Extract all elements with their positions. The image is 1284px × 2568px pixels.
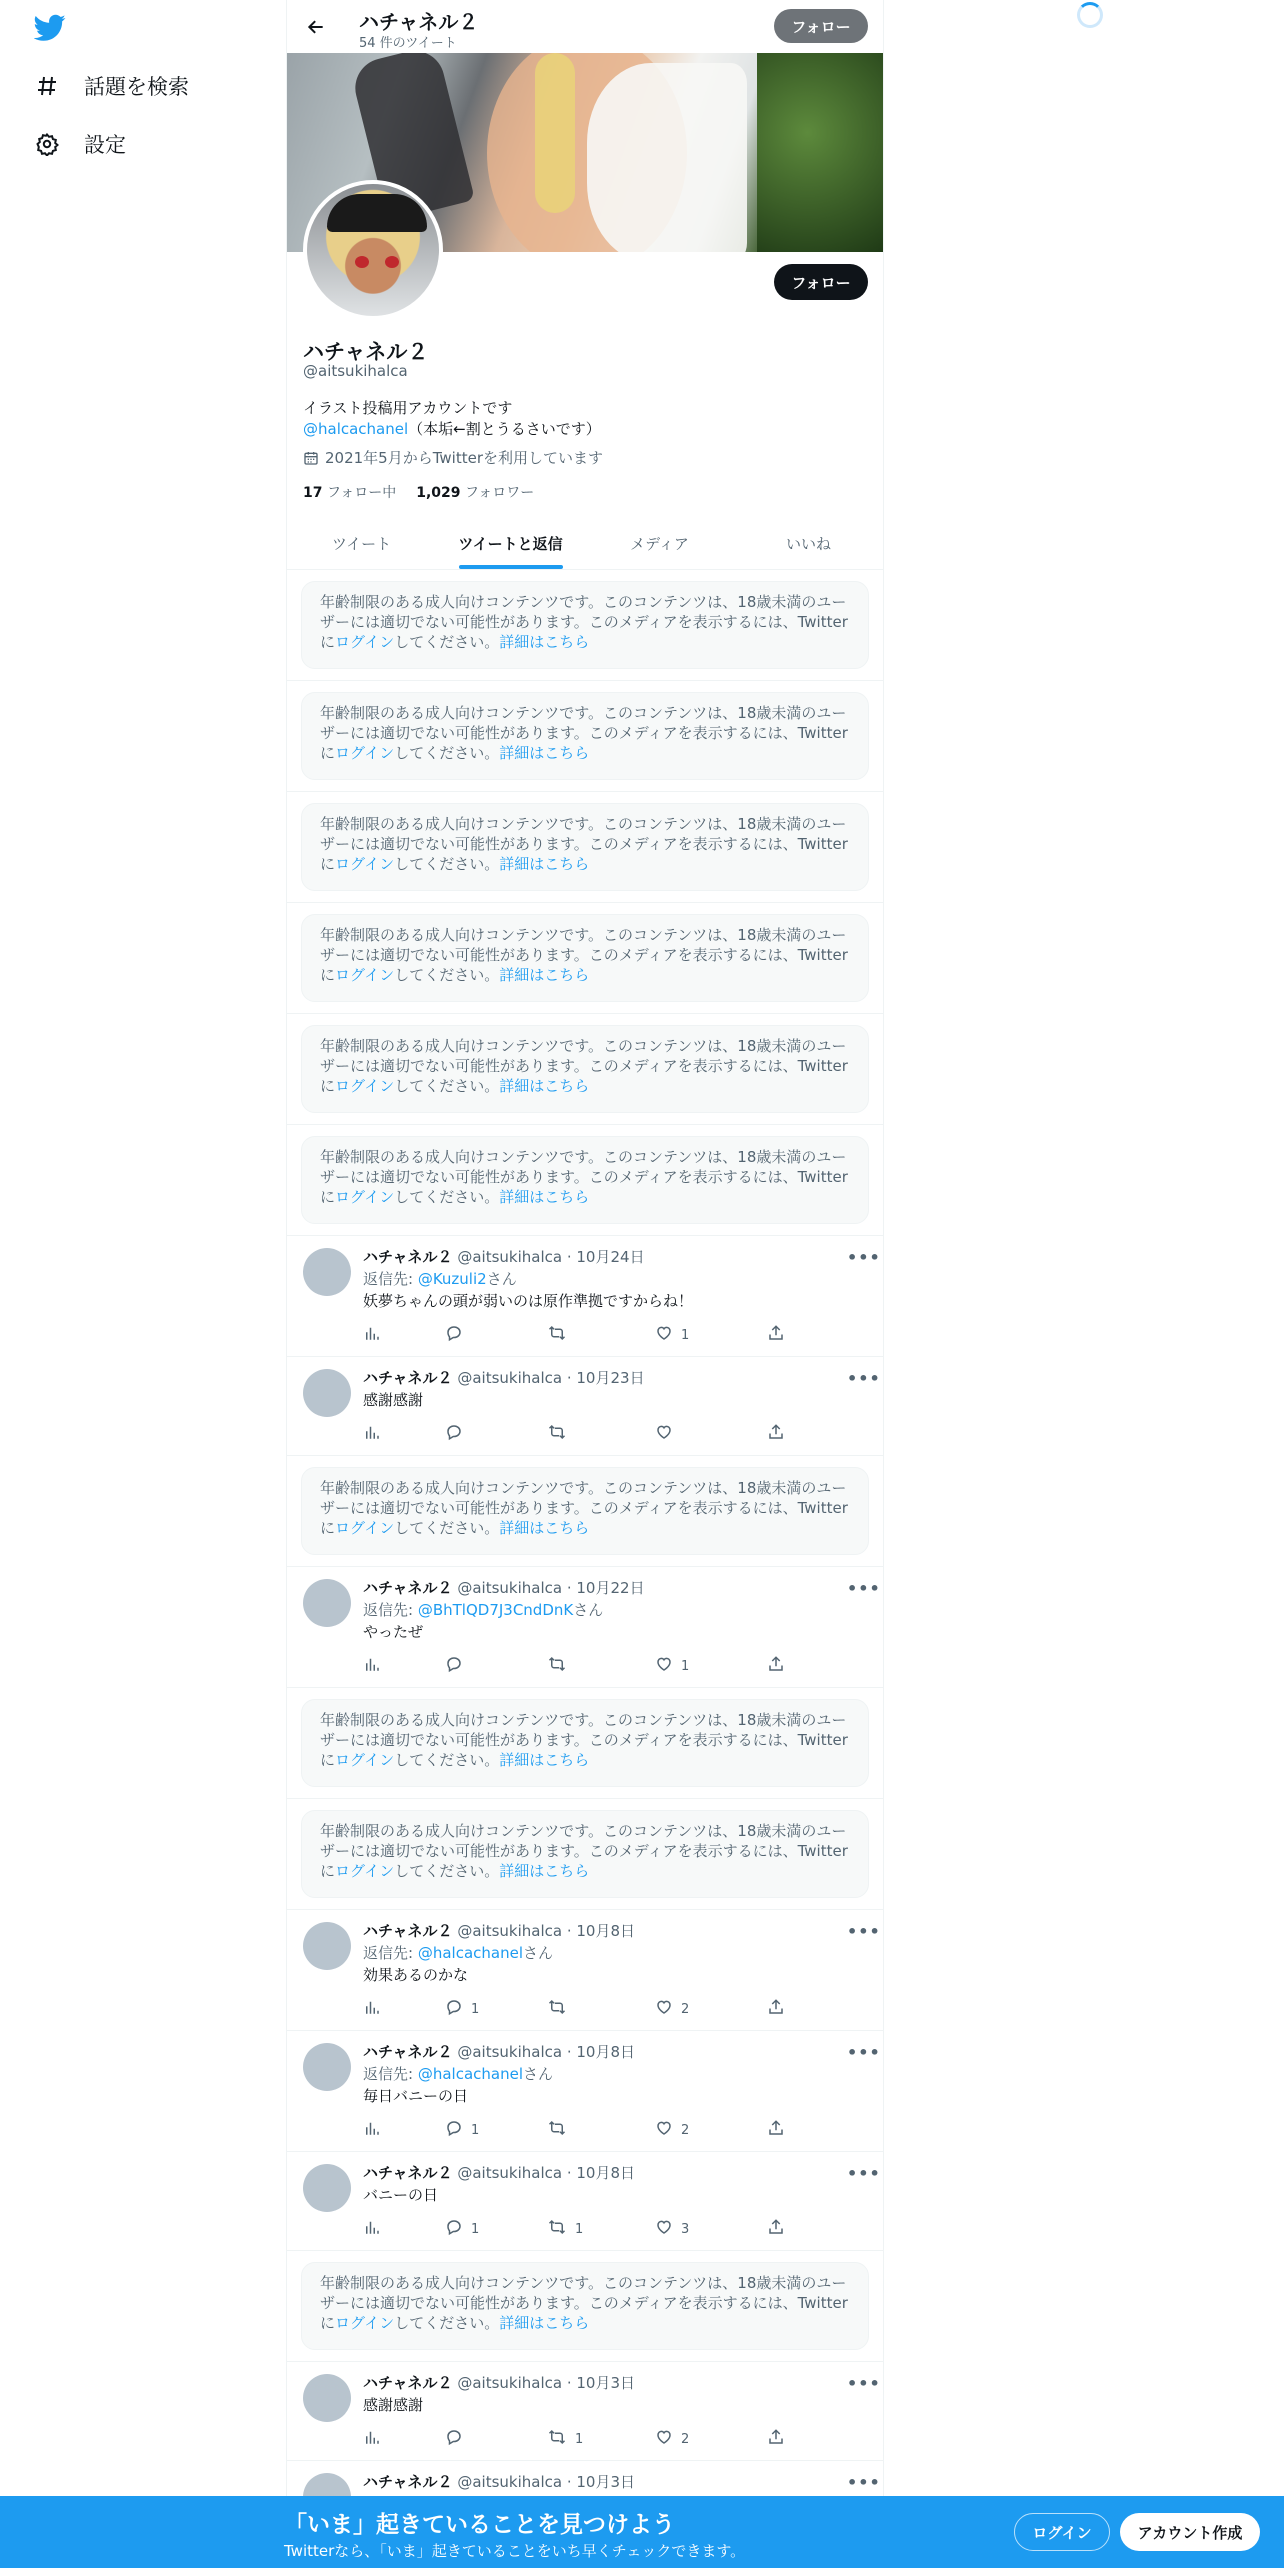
bio-text: （本垢←割とうるさいです） xyxy=(408,420,601,438)
share-icon xyxy=(767,1324,785,1346)
tweet-date[interactable]: 10月8日 xyxy=(576,2164,636,2182)
tweet-avatar[interactable] xyxy=(303,1369,351,1417)
reply-button[interactable] xyxy=(445,2218,479,2240)
tweet-actions xyxy=(363,1423,803,1443)
age-restricted-notice xyxy=(287,1456,883,1567)
tweet[interactable] xyxy=(287,1910,883,2031)
like-button[interactable] xyxy=(655,2428,689,2450)
hashtag-icon xyxy=(34,73,60,99)
profile-tabs xyxy=(287,517,883,570)
tweet-actions xyxy=(363,2119,803,2139)
warning-text: 年齢制限のある成人向けコンテンツです。このコンテンツは、18歳未満のユー xyxy=(320,1037,847,1055)
retweet-button[interactable] xyxy=(547,1655,575,1677)
reply-icon xyxy=(445,1655,463,1677)
tweet-actions xyxy=(363,1998,803,2018)
tweet-author-name[interactable]: ハチャネル２ xyxy=(363,2473,453,2491)
header-tweet-count: 54 件のツイート xyxy=(359,36,457,51)
heart-icon xyxy=(655,1655,673,1677)
tweet-text: バニーの日 xyxy=(363,2186,439,2204)
login-button[interactable]: ログイン xyxy=(1014,2513,1110,2551)
like-count: 1 xyxy=(681,1327,690,1343)
heart-icon xyxy=(655,1423,673,1445)
age-restricted-notice xyxy=(287,903,883,1014)
age-restricted-box xyxy=(301,914,869,1002)
warning-text: ザーには適切でない可能性があります。このメディアを表示するには、Twitter xyxy=(320,724,848,742)
login-link[interactable]: ログイン xyxy=(335,1519,395,1537)
analytics-icon xyxy=(363,1998,381,2020)
views-button[interactable] xyxy=(363,2428,381,2450)
arrow-left-icon xyxy=(306,17,326,37)
age-restricted-box xyxy=(301,803,869,891)
tweet-date[interactable]: 10月8日 xyxy=(576,1922,636,1940)
reply-button[interactable] xyxy=(445,1324,471,1346)
warning-text: 年齢制限のある成人向けコンテンツです。このコンテンツは、18歳未満のユー xyxy=(320,1148,847,1166)
login-link[interactable]: ログイン xyxy=(335,744,395,762)
tab-likes[interactable]: いいね xyxy=(785,534,831,553)
tweet[interactable] xyxy=(287,1236,883,1357)
twitter-logo-icon[interactable] xyxy=(34,14,70,50)
reply-icon xyxy=(445,2428,463,2450)
tweet-text: 感謝感謝 xyxy=(363,2396,424,2414)
reply-count: 1 xyxy=(471,2001,480,2017)
like-count: 3 xyxy=(681,2221,690,2237)
warning-text: 年齢制限のある成人向けコンテンツです。このコンテンツは、18歳未満のユー xyxy=(320,1822,847,1840)
reply-icon xyxy=(445,2119,463,2141)
details-link[interactable]: 詳細はこちら xyxy=(499,744,590,762)
reply-button[interactable] xyxy=(445,1655,471,1677)
tweet-date[interactable]: 10月3日 xyxy=(576,2473,636,2491)
warning-text: にログインしてください。詳細はこちら xyxy=(320,855,590,873)
tweet-actions xyxy=(363,1655,803,1675)
retweet-icon xyxy=(547,1423,567,1445)
login-link[interactable]: ログイン xyxy=(335,1751,395,1769)
share-button[interactable] xyxy=(767,2218,785,2240)
tweet-author-name[interactable]: ハチャネル２ xyxy=(363,1922,453,1940)
share-icon xyxy=(767,2119,785,2141)
tweet[interactable] xyxy=(287,2031,883,2152)
profile-name: ハチャネル２ xyxy=(303,340,429,364)
heart-icon xyxy=(655,2119,673,2141)
retweet-button[interactable] xyxy=(547,1998,575,2020)
details-link[interactable]: 詳細はこちら xyxy=(499,855,590,873)
age-restricted-notice xyxy=(287,2251,883,2362)
tweet-avatar[interactable] xyxy=(303,2374,351,2422)
retweet-button[interactable] xyxy=(547,1423,575,1445)
details-link[interactable]: 詳細はこちら xyxy=(499,1188,590,1206)
retweet-icon xyxy=(547,1655,567,1677)
tweet-text: 効果あるのかな xyxy=(363,1966,469,1984)
warning-text: にログインしてください。詳細はこちら xyxy=(320,1077,590,1095)
views-button[interactable] xyxy=(363,1998,381,2020)
tab-tweets-replies[interactable]: ツイートと返信 xyxy=(436,517,585,569)
tweet-date[interactable]: 10月8日 xyxy=(576,2043,636,2061)
age-restricted-box xyxy=(301,581,869,669)
login-link[interactable]: ログイン xyxy=(335,1862,395,1880)
tweet-text: 毎日バニーの日 xyxy=(363,2087,469,2105)
retweet-icon xyxy=(547,1324,567,1346)
share-icon xyxy=(767,2428,785,2450)
age-restricted-box xyxy=(301,1467,869,1555)
retweet-icon xyxy=(547,2119,567,2141)
profile-stats xyxy=(303,482,534,502)
age-restricted-notice xyxy=(287,681,883,792)
login-link[interactable]: ログイン xyxy=(335,2314,395,2332)
like-count: 2 xyxy=(681,2001,690,2017)
age-restricted-box xyxy=(301,2262,869,2350)
main-column xyxy=(286,0,884,2568)
more-options-icon[interactable]: ••• xyxy=(847,1579,881,1598)
age-restricted-notice xyxy=(287,1125,883,1236)
warning-text: 年齢制限のある成人向けコンテンツです。このコンテンツは、18歳未満のユー xyxy=(320,2274,847,2292)
details-link[interactable]: 詳細はこちら xyxy=(499,1519,590,1537)
tweet-author-handle[interactable]: @aitsukihalca xyxy=(457,1369,563,1387)
profile-bio-line2 xyxy=(303,418,601,439)
tweet-text: やったぜ xyxy=(363,1623,424,1641)
reply-to: 返信先: @halcachanelさん xyxy=(363,1944,553,1962)
age-restricted-notice xyxy=(287,570,883,681)
profile-avatar[interactable] xyxy=(303,180,443,320)
warning-text: にログインしてください。詳細はこちら xyxy=(320,1751,590,1769)
warning-text: ザーには適切でない可能性があります。このメディアを表示するには、Twitter xyxy=(320,1168,848,1186)
analytics-icon xyxy=(363,1655,381,1677)
tweet-text: 妖夢ちゃんの頭が弱いのは原作準拠ですからね！ xyxy=(363,1292,694,1310)
warning-text: にログインしてください。詳細はこちら xyxy=(320,633,590,651)
tweet-author-handle[interactable]: @aitsukihalca xyxy=(457,2473,563,2491)
profile-joined xyxy=(303,447,603,468)
loading-spinner xyxy=(1077,2,1103,28)
tweet-author-handle[interactable]: @aitsukihalca xyxy=(457,1579,563,1597)
tweet-author-handle[interactable]: @aitsukihalca xyxy=(457,2374,563,2392)
reply-button[interactable] xyxy=(445,2119,479,2141)
tweet-author-name[interactable]: ハチャネル２ xyxy=(363,1248,453,1266)
share-icon xyxy=(767,1655,785,1677)
signup-button[interactable]: アカウント作成 xyxy=(1120,2513,1260,2551)
login-link[interactable]: ログイン xyxy=(335,1188,395,1206)
warning-text: にログインしてください。詳細はこちら xyxy=(320,1519,590,1537)
nav-explore[interactable] xyxy=(34,66,189,106)
analytics-icon xyxy=(363,2428,381,2450)
reply-button[interactable] xyxy=(445,1423,471,1445)
like-button[interactable] xyxy=(655,1998,689,2020)
analytics-icon xyxy=(363,1324,381,1346)
details-link[interactable]: 詳細はこちら xyxy=(499,1751,590,1769)
like-button[interactable] xyxy=(655,2119,689,2141)
tweet-header: ハチャネル２ @aitsukihalca · 10月23日 xyxy=(363,1369,645,1387)
warning-text: ザーには適切でない可能性があります。このメディアを表示するには、Twitter xyxy=(320,613,848,631)
share-button[interactable] xyxy=(767,1324,785,1346)
tweet[interactable] xyxy=(287,1567,883,1688)
views-button[interactable] xyxy=(363,2218,381,2240)
reply-to: 返信先: @Kuzuli2さん xyxy=(363,1270,517,1288)
reply-icon xyxy=(445,2218,463,2240)
tweet-actions xyxy=(363,1324,803,1344)
views-button[interactable] xyxy=(363,2119,381,2141)
share-button[interactable] xyxy=(767,1423,785,1445)
tweet-avatar[interactable] xyxy=(303,2164,351,2212)
tweet-header: ハチャネル２ @aitsukihalca · 10月22日 xyxy=(363,1579,645,1597)
details-link[interactable]: 詳細はこちら xyxy=(499,966,590,984)
timeline xyxy=(287,570,883,2501)
age-restricted-notice xyxy=(287,792,883,903)
tweet-avatar[interactable] xyxy=(303,1922,351,1970)
age-restricted-box xyxy=(301,692,869,780)
age-restricted-notice xyxy=(287,1799,883,1910)
nav-settings-label: 設定 xyxy=(84,133,126,157)
tweet-header: ハチャネル２ @aitsukihalca · 10月24日 xyxy=(363,1248,645,1266)
retweet-icon xyxy=(547,2218,567,2240)
warning-text: にログインしてください。詳細はこちら xyxy=(320,1188,590,1206)
tweet-avatar[interactable] xyxy=(303,2043,351,2091)
like-button[interactable] xyxy=(655,1423,681,1445)
profile-bio: イラスト投稿用アカウントです xyxy=(303,399,513,417)
tweet-author-name[interactable]: ハチャネル２ xyxy=(363,1579,453,1597)
share-icon xyxy=(767,2218,785,2240)
tab-media[interactable]: メディア xyxy=(630,534,689,553)
login-link[interactable]: ログイン xyxy=(335,633,395,651)
tweet-actions xyxy=(363,2218,803,2238)
tweet-author-name[interactable]: ハチャネル２ xyxy=(363,1369,453,1387)
following-stat[interactable]: 17 フォロー中 xyxy=(303,485,397,501)
nav-settings[interactable] xyxy=(34,124,126,164)
reply-to-link[interactable]: @halcachanel xyxy=(417,1944,523,1962)
reply-count: 1 xyxy=(471,2122,480,2138)
nav-explore-label: 話題を検索 xyxy=(84,75,189,99)
details-link[interactable]: 詳細はこちら xyxy=(499,2314,590,2332)
header-name: ハチャネル２ xyxy=(359,10,479,34)
details-link[interactable]: 詳細はこちら xyxy=(499,633,590,651)
like-button[interactable] xyxy=(655,2218,689,2240)
warning-text: にログインしてください。詳細はこちら xyxy=(320,744,590,762)
tweet-header: ハチャネル２ @aitsukihalca · 10月8日 xyxy=(363,1922,636,1940)
analytics-icon xyxy=(363,2119,381,2141)
heart-icon xyxy=(655,2428,673,2450)
follow-button[interactable]: フォロー xyxy=(774,264,868,300)
more-options-icon[interactable]: ••• xyxy=(847,1248,881,1267)
heart-icon xyxy=(655,2218,673,2240)
age-restricted-box xyxy=(301,1136,869,1224)
retweet-icon xyxy=(547,2428,567,2450)
like-count: 2 xyxy=(681,2122,690,2138)
details-link[interactable]: 詳細はこちら xyxy=(499,1862,590,1880)
warning-text: 年齢制限のある成人向けコンテンツです。このコンテンツは、18歳未満のユー xyxy=(320,1479,847,1497)
views-button[interactable] xyxy=(363,1423,381,1445)
login-link[interactable]: ログイン xyxy=(335,1077,395,1095)
retweet-button[interactable] xyxy=(547,2218,583,2240)
age-restricted-box xyxy=(301,1025,869,1113)
back-button[interactable] xyxy=(301,12,331,42)
more-options-icon[interactable]: ••• xyxy=(847,2164,881,2183)
heart-icon xyxy=(655,1324,673,1346)
warning-text: ザーには適切でない可能性があります。このメディアを表示するには、Twitter xyxy=(320,1499,848,1517)
warning-text: ザーには適切でない可能性があります。このメディアを表示するには、Twitter xyxy=(320,835,848,853)
analytics-icon xyxy=(363,1423,381,1445)
retweet-button[interactable] xyxy=(547,1324,575,1346)
tweet-date[interactable]: 10月22日 xyxy=(576,1579,645,1597)
tweet-author-handle[interactable]: @aitsukihalca xyxy=(457,1922,563,1940)
retweet-count: 1 xyxy=(575,2221,584,2237)
tweet[interactable] xyxy=(287,1357,883,1456)
share-icon xyxy=(767,1998,785,2020)
tweet-header: ハチャネル２ @aitsukihalca · 10月3日 xyxy=(363,2473,636,2491)
warning-text: にログインしてください。詳細はこちら xyxy=(320,2314,590,2332)
warning-text: ザーには適切でない可能性があります。このメディアを表示するには、Twitter xyxy=(320,946,848,964)
tweet-author-name[interactable]: ハチャネル２ xyxy=(363,2164,453,2182)
share-button[interactable] xyxy=(767,2119,785,2141)
login-link[interactable]: ログイン xyxy=(335,855,395,873)
reply-button[interactable] xyxy=(445,1998,479,2020)
share-icon xyxy=(767,1423,785,1445)
followers-stat[interactable]: 1,029 フォロワー xyxy=(416,485,535,501)
tweet-date[interactable]: 10月3日 xyxy=(576,2374,636,2392)
tweet-author-handle[interactable]: @aitsukihalca xyxy=(457,2164,563,2182)
more-options-icon[interactable]: ••• xyxy=(847,1922,881,1941)
tweet-author-handle[interactable]: @aitsukihalca xyxy=(457,1248,563,1266)
more-options-icon[interactable]: ••• xyxy=(847,2043,881,2062)
details-link[interactable]: 詳細はこちら xyxy=(499,1077,590,1095)
tweet-actions xyxy=(363,2428,803,2448)
login-link[interactable]: ログイン xyxy=(335,966,395,984)
tweet-avatar[interactable] xyxy=(303,1579,351,1627)
tweet[interactable] xyxy=(287,2461,883,2501)
age-restricted-box xyxy=(301,1699,869,1787)
views-button[interactable] xyxy=(363,1655,381,1677)
age-restricted-notice xyxy=(287,1688,883,1799)
warning-text: 年齢制限のある成人向けコンテンツです。このコンテンツは、18歳未満のユー xyxy=(320,815,847,833)
warning-text: ザーには適切でない可能性があります。このメディアを表示するには、Twitter xyxy=(320,1842,848,1860)
tweet[interactable] xyxy=(287,2362,883,2461)
warning-text: 年齢制限のある成人向けコンテンツです。このコンテンツは、18歳未満のユー xyxy=(320,926,847,944)
like-button[interactable] xyxy=(655,1324,689,1346)
header-follow-button[interactable]: フォロー xyxy=(774,9,868,43)
calendar-icon xyxy=(303,450,319,466)
signup-banner-title: 「いま」起きていることを見つけよう xyxy=(284,2512,675,2538)
reply-count: 1 xyxy=(471,2221,480,2237)
warning-text: 年齢制限のある成人向けコンテンツです。このコンテンツは、18歳未満のユー xyxy=(320,593,847,611)
signup-banner-subtitle: Twitterなら、「いま」起きていることをいち早くチェックできます。 xyxy=(284,2542,746,2560)
tweet-header: ハチャネル２ @aitsukihalca · 10月8日 xyxy=(363,2043,636,2061)
joined-text: 2021年5月からTwitterを利用しています xyxy=(325,449,603,467)
profile-handle: @aitsukihalca xyxy=(303,362,408,380)
tweet-date[interactable]: 10月23日 xyxy=(576,1369,645,1387)
warning-text: 年齢制限のある成人向けコンテンツです。このコンテンツは、18歳未満のユー xyxy=(320,1711,847,1729)
share-button[interactable] xyxy=(767,1998,785,2020)
tweet-author-handle[interactable]: @aitsukihalca xyxy=(457,2043,563,2061)
signup-banner xyxy=(0,2496,1284,2568)
warning-text: 年齢制限のある成人向けコンテンツです。このコンテンツは、18歳未満のユー xyxy=(320,704,847,722)
warning-text: ザーには適切でない可能性があります。このメディアを表示するには、Twitter xyxy=(320,1057,848,1075)
profile-header-bar xyxy=(287,0,883,53)
retweet-button[interactable] xyxy=(547,2119,575,2141)
warning-text: ザーには適切でない可能性があります。このメディアを表示するには、Twitter xyxy=(320,2294,848,2312)
bio-mention-link[interactable]: @halcachanel xyxy=(303,420,409,438)
retweet-count: 1 xyxy=(575,2431,584,2447)
tweet-header: ハチャネル２ @aitsukihalca · 10月3日 xyxy=(363,2374,636,2392)
reply-to: 返信先: @halcachanelさん xyxy=(363,2065,553,2083)
reply-button[interactable] xyxy=(445,2428,471,2450)
reply-to-link[interactable]: @BhTlQD7J3CndDnK xyxy=(417,1601,574,1619)
warning-text: ザーには適切でない可能性があります。このメディアを表示するには、Twitter xyxy=(320,1731,848,1749)
share-button[interactable] xyxy=(767,1655,785,1677)
retweet-button[interactable] xyxy=(547,2428,583,2450)
like-button[interactable] xyxy=(655,1655,689,1677)
heart-icon xyxy=(655,1998,673,2020)
age-restricted-notice xyxy=(287,1014,883,1125)
tweet-header: ハチャネル２ @aitsukihalca · 10月8日 xyxy=(363,2164,636,2182)
views-button[interactable] xyxy=(363,1324,381,1346)
tweet-author-name[interactable]: ハチャネル２ xyxy=(363,2043,453,2061)
more-options-icon[interactable]: ••• xyxy=(847,2473,881,2492)
like-count: 2 xyxy=(681,2431,690,2447)
reply-to-link[interactable]: @halcachanel xyxy=(417,2065,523,2083)
warning-text: にログインしてください。詳細はこちら xyxy=(320,966,590,984)
reply-icon xyxy=(445,1423,463,1445)
gear-icon xyxy=(34,131,60,157)
analytics-icon xyxy=(363,2218,381,2240)
tab-tweets[interactable]: ツイート xyxy=(331,534,392,553)
reply-to-link[interactable]: @Kuzuli2 xyxy=(417,1270,487,1288)
like-count: 1 xyxy=(681,1658,690,1674)
tweet-date[interactable]: 10月24日 xyxy=(576,1248,645,1266)
age-restricted-box xyxy=(301,1810,869,1898)
tweet-avatar[interactable] xyxy=(303,1248,351,1296)
more-options-icon[interactable]: ••• xyxy=(847,1369,881,1388)
share-button[interactable] xyxy=(767,2428,785,2450)
reply-icon xyxy=(445,1324,463,1346)
tweet-text: 感謝感謝 xyxy=(363,1391,424,1409)
retweet-icon xyxy=(547,1998,567,2020)
tweet[interactable] xyxy=(287,2152,883,2251)
more-options-icon[interactable]: ••• xyxy=(847,2374,881,2393)
warning-text: にログインしてください。詳細はこちら xyxy=(320,1862,590,1880)
reply-icon xyxy=(445,1998,463,2020)
tweet-author-name[interactable]: ハチャネル２ xyxy=(363,2374,453,2392)
reply-to: 返信先: @BhTlQD7J3CndDnKさん xyxy=(363,1601,604,1619)
